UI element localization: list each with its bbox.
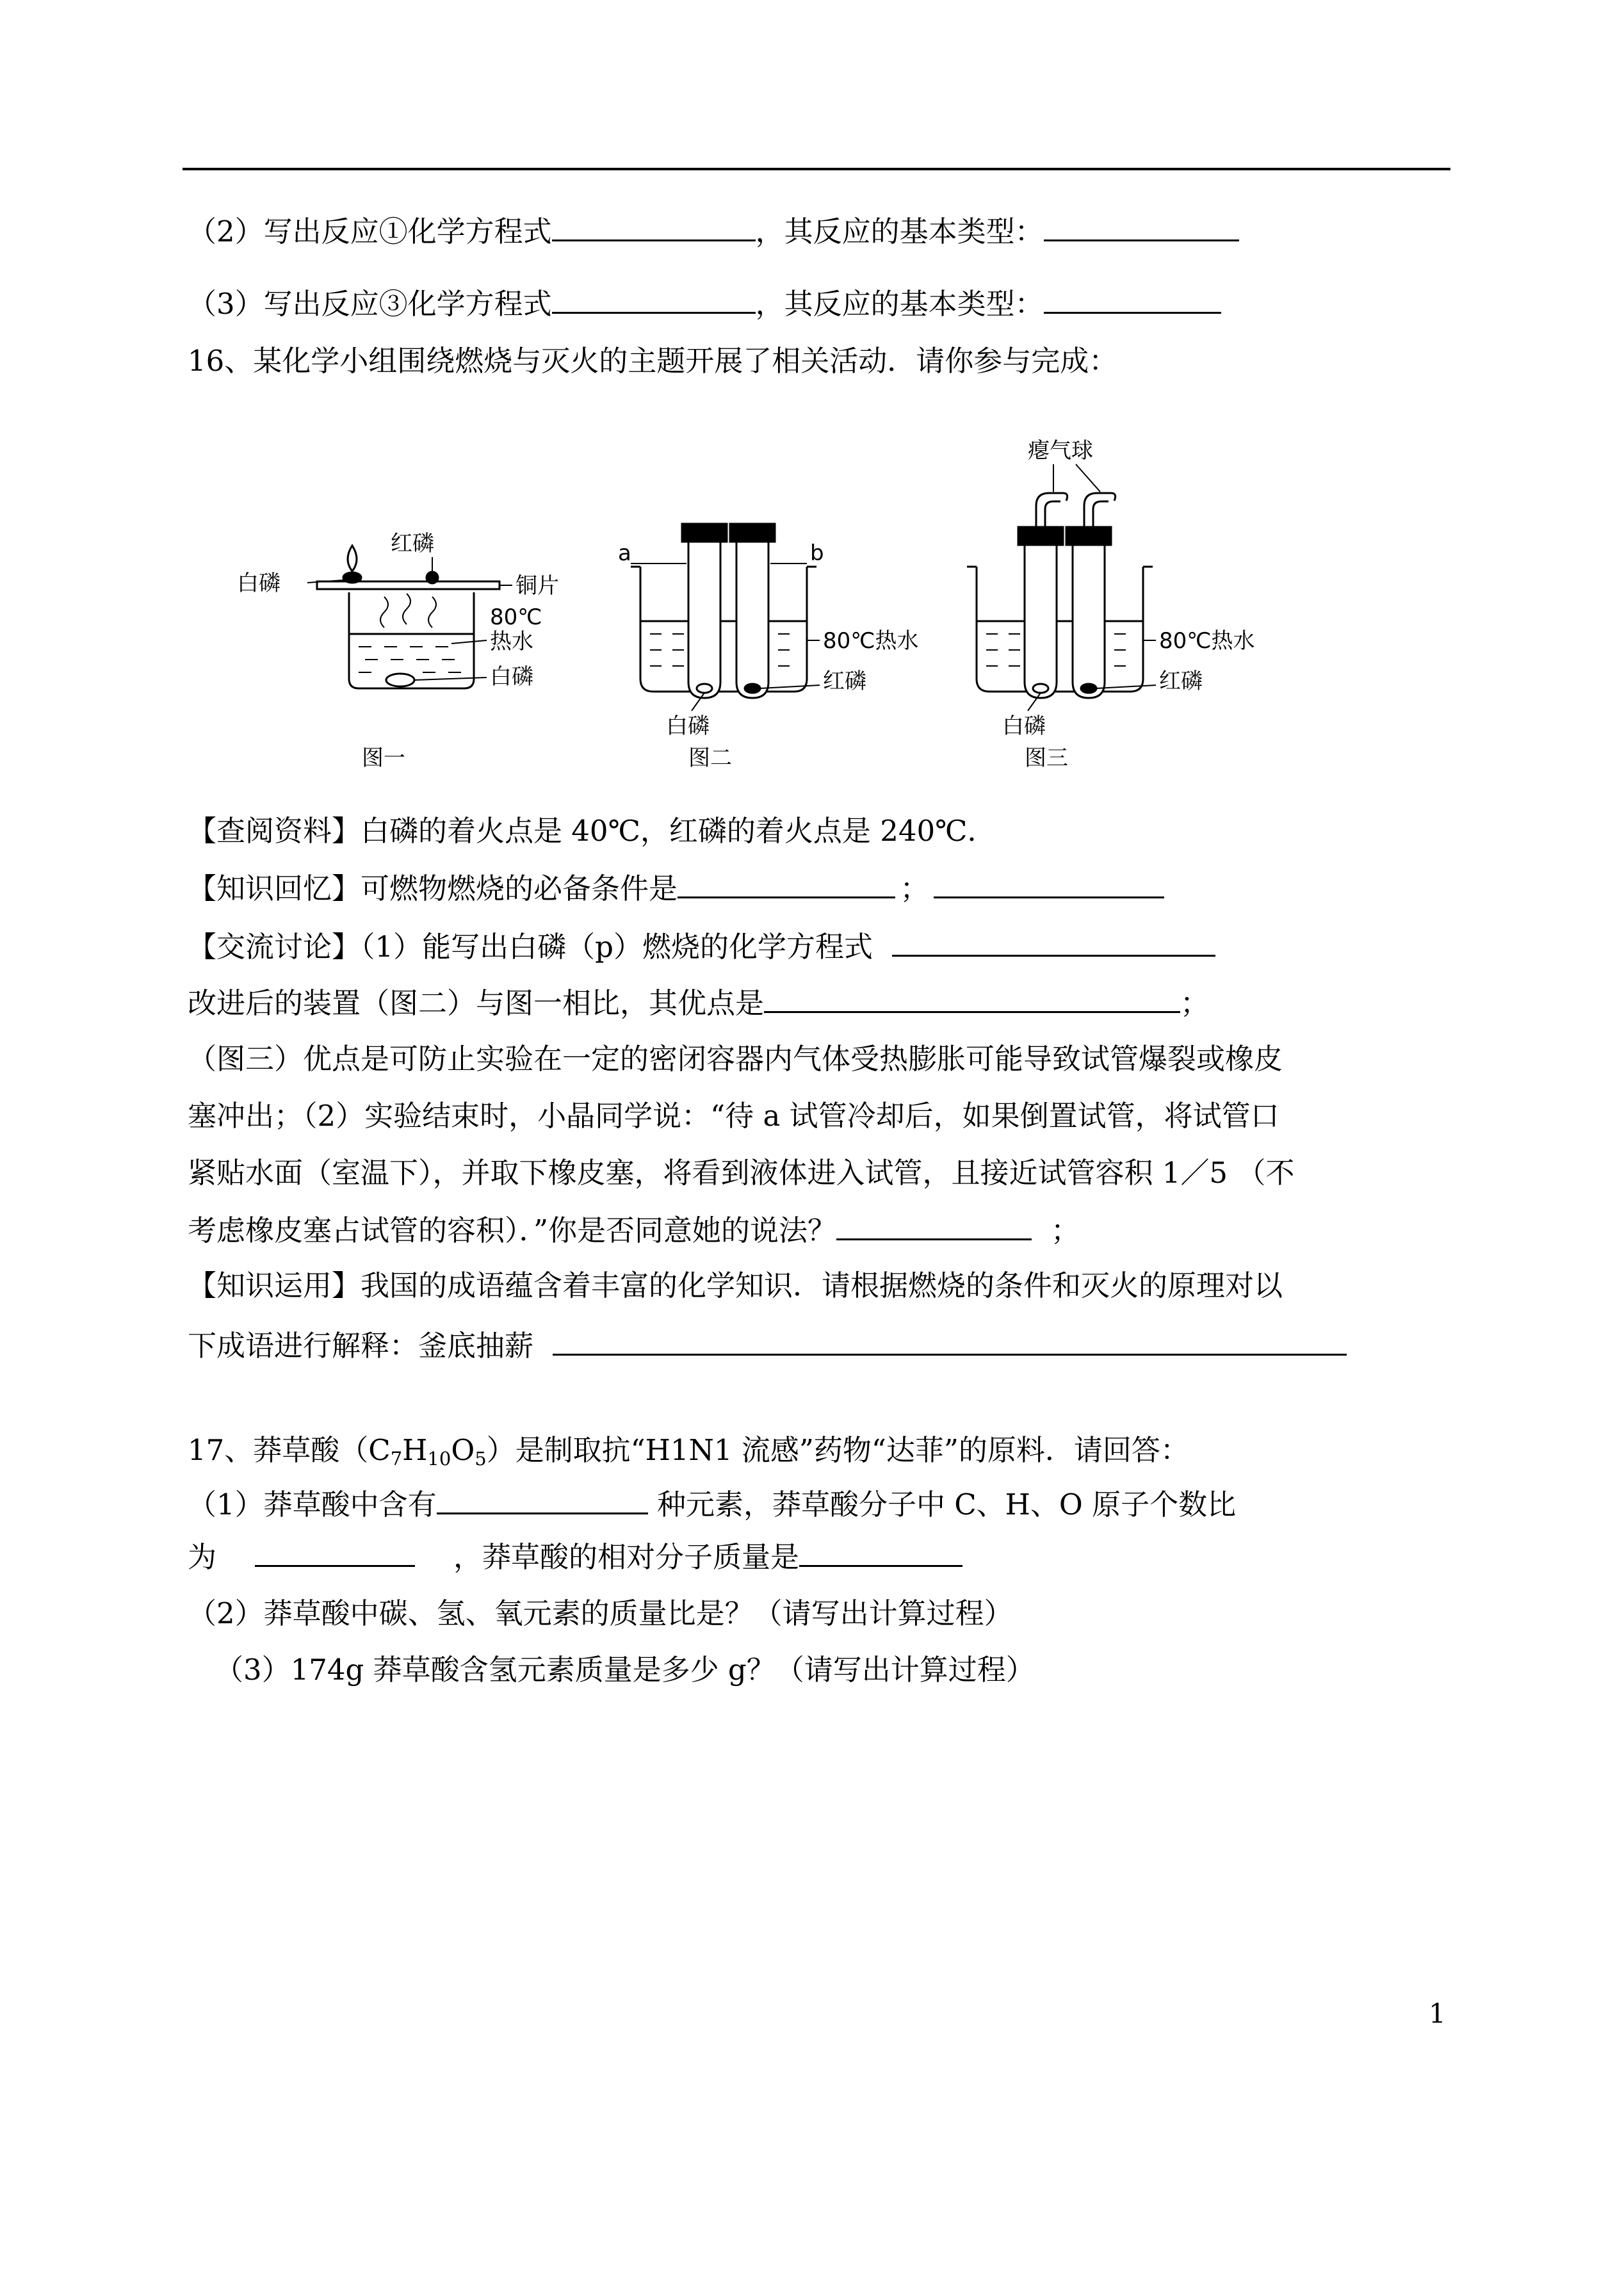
q17-o: O	[451, 1433, 475, 1467]
fig2-label-white-p: 白磷	[666, 713, 710, 739]
header-rule	[183, 168, 1450, 170]
q16-figures-svg	[231, 429, 1306, 788]
fig1-vapour-2	[403, 594, 410, 624]
fig1-flame	[348, 546, 357, 571]
q17-mass-prompt: ，莽草酸的相对分子质量是	[453, 1540, 800, 1574]
q16-apply-1: 【知识运用】我国的成语蕴含着丰富的化学知识．请根据燃烧的条件和灭火的原理对以	[188, 1269, 1283, 1302]
fig1-leader-bottom-white-p	[414, 677, 487, 680]
fig1-label-white-p-bottom: 白磷	[490, 664, 533, 690]
fig3-beaker	[977, 567, 1143, 692]
fig1-label-copper: 铜片	[516, 573, 559, 599]
fig1-vapour-1	[380, 597, 388, 628]
fig1-white-p-underwater	[386, 674, 414, 686]
fig2-stopper-b	[730, 524, 775, 542]
fig2-label-b: b	[810, 540, 824, 566]
q15-part2-prompt: （2）写出反应①化学方程式	[188, 215, 552, 248]
q17-sub-c: 7	[390, 1448, 403, 1470]
fig1-label-hot-water: 热水	[490, 629, 533, 654]
q16-recall-prompt: 【知识回忆】可燃物燃烧的必备条件是	[188, 872, 678, 905]
q15-part3-prompt: （3）写出反应③化学方程式	[188, 287, 552, 321]
q17-part1	[188, 1484, 1468, 1524]
fig1-water-dashes	[359, 647, 461, 672]
fig3-balloon-right-inner	[1093, 501, 1108, 527]
q17-part1-cont-prompt: 为	[188, 1540, 217, 1574]
q17-stem	[188, 1431, 1468, 1478]
fig3-caption: 图三	[1025, 745, 1068, 771]
q15-part3-equation-blank[interactable]	[552, 284, 756, 314]
q17-atom-ratio-blank[interactable]	[255, 1537, 415, 1567]
q16-para2: 塞冲出；（2）实验结束时，小晶同学说：“待 a 试管冷却后，如果倒置试管，将试管口	[188, 1099, 1279, 1133]
fig1-beaker	[349, 592, 474, 688]
fig1-label-temp: 80℃	[490, 604, 542, 630]
q17-stem-start: 17、莽草酸（C	[188, 1433, 391, 1467]
q16-improve	[188, 983, 1468, 1023]
fig3-balloon-left	[1036, 493, 1068, 527]
q17-element-count-blank[interactable]	[437, 1484, 648, 1514]
fig1-vapour-3	[428, 597, 436, 628]
q15-part2-type-prompt: ，其反应的基本类型：	[755, 215, 1044, 248]
fig3-label-red-p: 红磷	[1159, 669, 1203, 694]
q17-part3: （3）174g 莽草酸含氢元素质量是多少 g？（请写出计算过程）	[215, 1653, 1035, 1687]
fig1-label-white-p-top: 白磷	[237, 571, 280, 596]
q17-part1-cont	[188, 1537, 1468, 1577]
q17-part1-prompt-2: 种元素，莽草酸分子中 C、H、O 原子个数比	[647, 1488, 1237, 1521]
q16-para4	[188, 1210, 1468, 1250]
q16-recall-separator: ；	[900, 872, 929, 905]
fig3-label-white-p: 白磷	[1002, 713, 1046, 739]
fig3-balloon-left-inner	[1045, 501, 1060, 527]
q15-part3-type-blank[interactable]	[1044, 284, 1221, 314]
q16-improve-blank[interactable]	[764, 983, 1180, 1013]
fig3-stopper-left	[1018, 527, 1063, 545]
fig2-stopper-a	[682, 524, 727, 542]
q16-figures	[231, 429, 1306, 788]
q16-stem: 16、某化学小组围绕燃烧与灭火的主题开展了相关活动．请你参与完成：	[188, 344, 1118, 378]
q16-discuss-prompt: 【交流讨论】（1）能写出白磷（p）燃烧的化学方程式	[188, 930, 873, 964]
q16-idiom-blank[interactable]	[553, 1326, 1347, 1356]
figure-1	[307, 546, 512, 688]
q16-apply-prompt: 下成语进行解释：釜底抽薪	[188, 1329, 534, 1363]
q16-agree-blank[interactable]	[836, 1210, 1032, 1240]
fig3-tube-right	[1073, 541, 1105, 698]
page-number: 1	[1429, 1998, 1446, 2029]
q15-part2-type-blank[interactable]	[1044, 211, 1239, 241]
q16-recall-blank-1[interactable]	[678, 868, 895, 898]
q17-part2: （2）莽草酸中碳、氢、氧元素的质量比是？（请写出计算过程）	[188, 1596, 1013, 1630]
q17-sub-o: 5	[475, 1448, 487, 1470]
q15-part3-type-prompt: ，其反应的基本类型：	[755, 287, 1044, 321]
q16-para1: （图三）优点是可防止实验在一定的密闭容器内气体受热膨胀可能导致试管爆裂或橡皮	[188, 1042, 1283, 1076]
q17-molar-mass-blank[interactable]	[799, 1537, 962, 1567]
q17-sub-h: 10	[427, 1448, 451, 1470]
q17-h: H	[402, 1433, 428, 1467]
q16-apply-2	[188, 1326, 1468, 1365]
fig1-copper-sheet	[317, 581, 499, 589]
fig3-white-p	[1033, 684, 1048, 693]
fig2-red-p	[745, 684, 760, 693]
q16-para3: 紧贴水面（室温下），并取下橡皮塞，将看到液体进入试管，且接近试管容积 1／5 （不	[188, 1156, 1295, 1190]
q16-improve-prompt: 改进后的装置（图二）与图一相比，其优点是	[188, 986, 765, 1020]
fig2-tube-b	[736, 538, 768, 698]
fig1-white-p-on-sheet	[343, 572, 361, 583]
fig3-label-hot-water: 80℃热水	[1159, 628, 1255, 654]
figure-3	[967, 464, 1156, 711]
q15-part2-equation-blank[interactable]	[552, 211, 756, 241]
q16-discuss	[188, 927, 1468, 966]
q15-part2	[188, 211, 1468, 251]
fig1-caption: 图一	[362, 745, 405, 771]
fig2-white-p	[697, 684, 712, 693]
q15-part3	[188, 284, 1468, 323]
fig2-label-a: a	[618, 540, 631, 566]
fig1-label-red-p: 红磷	[391, 531, 434, 556]
fig2-beaker	[640, 567, 807, 692]
q16-para4-end: ；	[1051, 1213, 1080, 1247]
fig3-tube-left	[1025, 541, 1057, 698]
q17-stem-end: ）是制取抗“H1N1 流感”药物“达菲”的原料．请回答：	[486, 1433, 1189, 1467]
fig3-red-p	[1081, 684, 1096, 693]
fig3-leader-balloon-right	[1076, 464, 1100, 492]
fig3-balloon-right	[1084, 493, 1116, 527]
fig1-leader-water	[451, 640, 487, 644]
fig3-stopper-right	[1066, 527, 1111, 545]
fig2-label-hot-water: 80℃热水	[823, 628, 919, 654]
q17-part1-prompt: （1）莽草酸中含有	[188, 1488, 437, 1521]
q16-equation-blank[interactable]	[892, 927, 1215, 957]
q16-recall-blank-2[interactable]	[934, 868, 1164, 898]
fig1-red-p	[426, 572, 438, 583]
fig3-label-balloon: 瘪气球	[1028, 438, 1093, 464]
q16-para4-prompt: 考虑橡皮塞占试管的容积）．”你是否同意她的说法？	[188, 1213, 837, 1247]
fig2-tube-a	[688, 538, 720, 698]
q16-improve-end: ；	[1180, 986, 1210, 1020]
fig2-label-red-p: 红磷	[823, 669, 866, 694]
q16-lookup: 【查阅资料】白磷的着火点是 40℃，红磷的着火点是 240℃．	[188, 814, 996, 848]
figure-2	[631, 524, 820, 711]
q16-recall	[188, 868, 1468, 908]
fig2-caption: 图二	[688, 745, 732, 771]
